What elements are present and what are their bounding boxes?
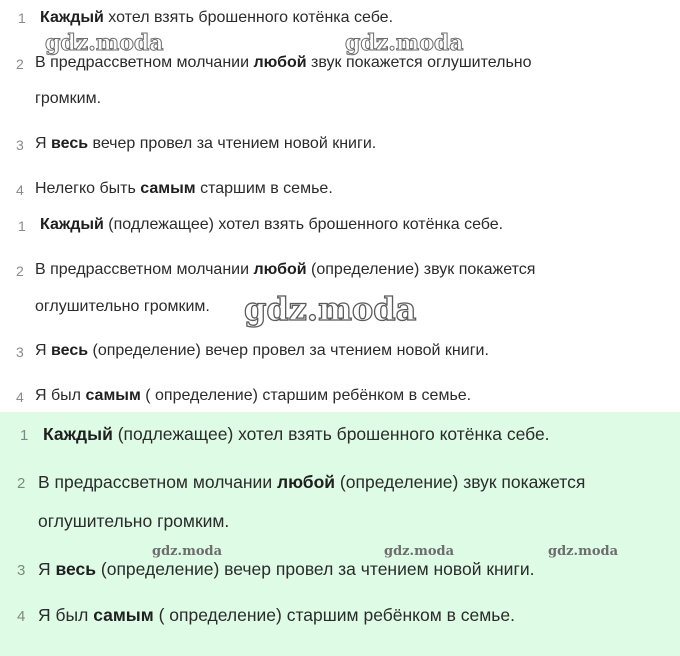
item-number: 1	[18, 218, 26, 234]
bold-word: любой	[253, 261, 307, 278]
sentence-line: Я весь вечер провел за чтением новой книги.	[35, 135, 377, 152]
highlighted-answer-block	[0, 412, 680, 656]
bold-word: самым	[93, 605, 154, 625]
item-number: 4	[16, 182, 24, 198]
sentence-line: Я был самым ( определение) старшим ребёнком в семье.	[35, 387, 472, 404]
item-number: 1	[18, 10, 26, 26]
item-number: 3	[17, 562, 26, 579]
sentence-line: Я весь (определение) вечер провел за чтением новой книги.	[35, 342, 489, 359]
bold-word: самым	[85, 387, 141, 404]
sentence-continuation: громким.	[35, 90, 102, 107]
sentence-line: Каждый хотел взять брошенного котёнка себе.	[40, 9, 394, 26]
watermark-logo: gdz.moda	[384, 544, 455, 559]
bold-word: самым	[140, 180, 196, 197]
item-number: 4	[17, 608, 26, 625]
sentence-continuation: оглушительно громким.	[35, 298, 210, 315]
bold-word: Каждый	[40, 216, 104, 233]
bold-word: любой	[253, 54, 307, 71]
item-number: 1	[20, 427, 29, 444]
watermark-logo: gdz.moda	[45, 30, 164, 56]
bold-word: весь	[55, 559, 97, 579]
watermark-logo: gdz.moda	[152, 544, 223, 559]
watermark-logo: gdz.moda	[244, 290, 417, 328]
bold-word: весь	[51, 342, 89, 359]
sentence-line: В предрассветном молчании любой (определение) звук покажется	[38, 472, 586, 492]
sentence-line: Нелегко быть самым старшим в семье.	[35, 180, 333, 197]
sentence-line: Я был самым ( определение) старшим ребёнком в семье.	[38, 605, 516, 625]
item-number: 2	[17, 475, 26, 492]
item-number: 3	[16, 344, 24, 360]
bold-word: Каждый	[43, 424, 113, 444]
item-number: 2	[16, 56, 24, 72]
sentence-line: В предрассветном молчании любой (определение) звук покажется	[35, 261, 536, 278]
bold-word: Каждый	[40, 9, 104, 26]
item-number: 4	[16, 389, 24, 405]
sentence-line: В предрассветном молчании любой звук покажется оглушительно	[35, 54, 532, 71]
item-number: 2	[16, 263, 24, 279]
watermark-logo: gdz.moda	[345, 30, 464, 56]
sentence-continuation: оглушительно громким.	[38, 511, 230, 531]
sentence-line: Каждый (подлежащее) хотел взять брошенного котёнка себе.	[43, 424, 550, 444]
bold-word: любой	[276, 472, 336, 492]
item-number: 3	[16, 137, 24, 153]
watermark-logo: gdz.moda	[548, 544, 619, 559]
sentence-line: Я весь (определение) вечер провел за чтением новой книги.	[38, 559, 535, 579]
bold-word: весь	[51, 135, 89, 152]
sentence-line: Каждый (подлежащее) хотел взять брошенного котёнка себе.	[40, 216, 504, 233]
